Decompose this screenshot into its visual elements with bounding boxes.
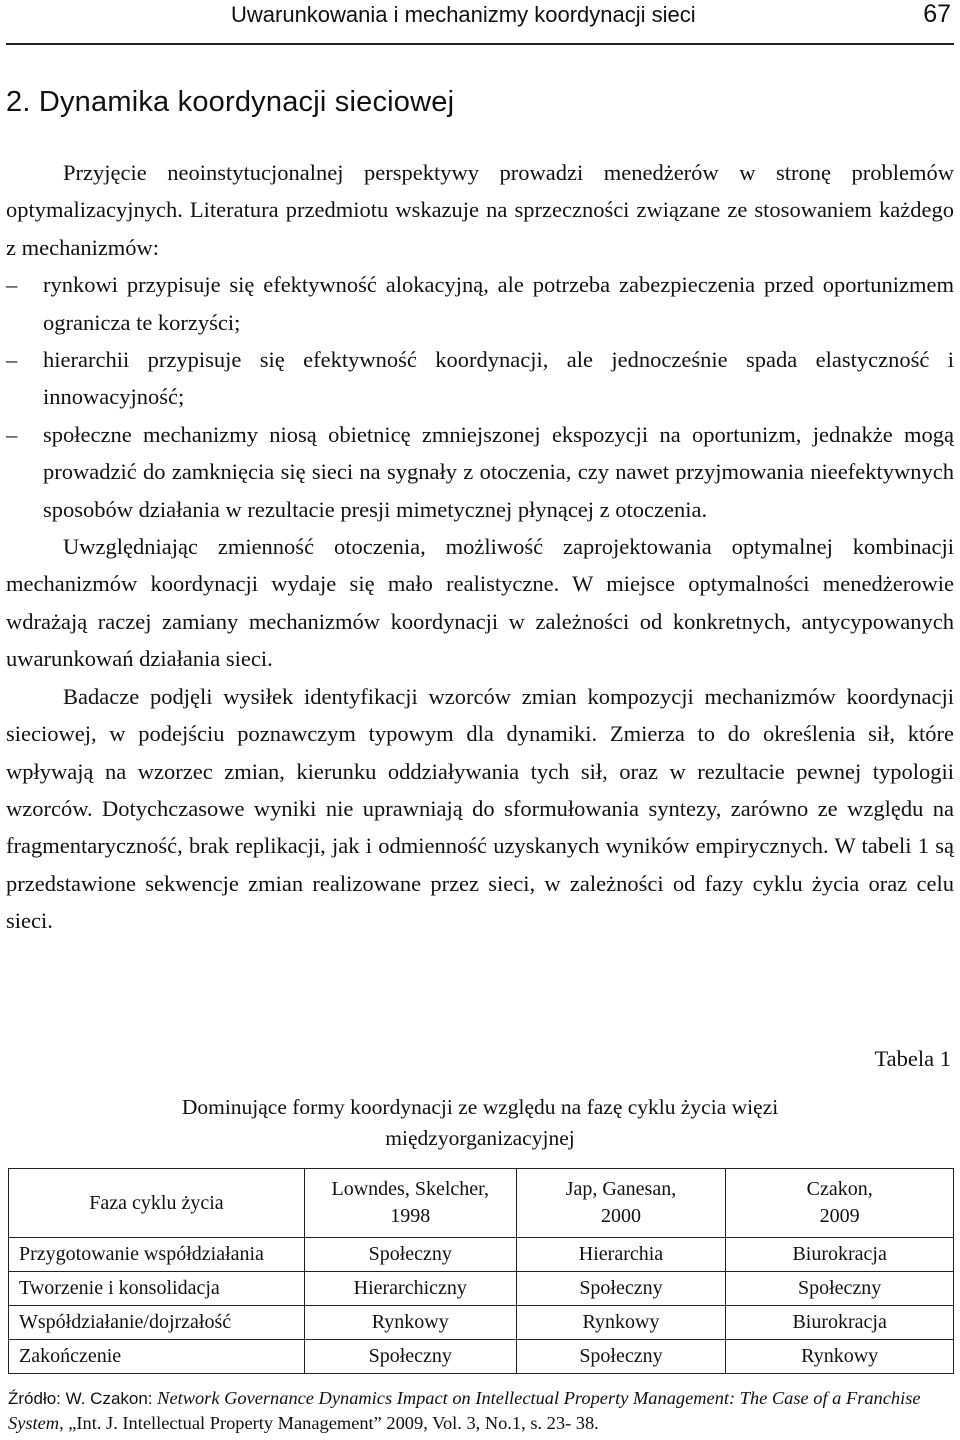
table-row xyxy=(9,1306,954,1340)
header-rule xyxy=(6,43,954,45)
column-header: Jap, Ganesan, 2000 xyxy=(516,1169,726,1238)
table-cell: Społeczny xyxy=(726,1272,954,1306)
running-title: Uwarunkowania i mechanizmy koordynacji sieci xyxy=(231,2,696,27)
source-note xyxy=(8,1386,956,1436)
table-cell: Rynkowy xyxy=(304,1306,516,1340)
table-cell: Przygotowanie współdziałania xyxy=(9,1238,305,1272)
table-header-row xyxy=(9,1169,954,1238)
column-header: Lowndes, Skelcher, 1998 xyxy=(304,1169,516,1238)
list-item: – społeczne mechanizmy niosą obietnicę zmniejszonej ekspozycji na oportunizm, jednakże mogą prowadzić do zamknięcia się sieci na sygnały z otoczenia, czy nawet przyjmowania nieefektywnych sposobów działania w rezultacie presji mimetycznej płynącej z otoczenia. xyxy=(6,416,954,528)
paragraph-3: Badacze podjęli wysiłek identyfikacji wzorców zmian kompozycji mechanizmów koordynacji sieciowej, w podejściu poznawczym typowym dla dynamiki. Zmierza to do określenia sił, które wpływają na wzorzec zmian, kierunku oddziaływania tych sił, oraz w rezultacie pewnej typologii wzorców. Dotychczasowe wyniki nie uprawniają do sformułowania syntezy, zarówno ze względu na fragmentaryczność, brak replikacji, jak i odmienność uzyskanych wyników empirycznych. W tabeli 1 są przedstawione sekwencje zmian realizowane przez sieci, w zależności od fazy cyklu życia oraz celu sieci. xyxy=(6,683,954,934)
coordination-table xyxy=(8,1168,954,1374)
paragraph-2: Uwzględniając zmienność otoczenia, możliwość zaprojektowania optymalnej kombinacji mechanizmów koordynacji wydaje się mało realistyczne. W miejsce optymalności menedżerowie wdrażają raczej zamiany mechanizmów koordynacji w zależności od konkretnych, antycypowanych uwarunkowań działania sieci. xyxy=(6,534,954,672)
table-cell: Hierarchiczny xyxy=(304,1272,516,1306)
running-header xyxy=(0,0,960,44)
section-title: 2. Dynamika koordynacji sieciowej xyxy=(6,86,455,118)
intro-paragraph: Przyjęcie neoinstytucjonalnej perspektywy prowadzi menedżerów w stronę problemów optymalizacyjnych. Literatura przedmiotu wskazuje na sprzeczności związane ze stosowaniem każdego z mechanizmów: xyxy=(6,160,954,260)
table-cell: Współdziałanie/dojrzałość xyxy=(9,1306,305,1340)
source-prefix: Źródło: W. Czakon: xyxy=(8,1389,153,1408)
table-cell: Rynkowy xyxy=(726,1340,954,1374)
table-cell: Społeczny xyxy=(304,1340,516,1374)
table-cell: Tworzenie i konsolidacja xyxy=(9,1272,305,1306)
table-cell: Zakończenie xyxy=(9,1340,305,1374)
table-cell: Biurokracja xyxy=(726,1238,954,1272)
source-title: Network Governance Dynamics Impact on Intellectual Property Management: The Case of a Franchise System xyxy=(8,1388,921,1433)
page-number: 67 xyxy=(923,0,951,28)
list-item: – hierarchii przypisuje się efektywność koordynacji, ale jednocześnie spada elastyczność i innowacyjność; xyxy=(6,341,954,416)
dash-list xyxy=(6,266,954,528)
table-row xyxy=(9,1340,954,1374)
table-label: Tabela 1 xyxy=(874,1046,951,1071)
table-cell: Biurokracja xyxy=(726,1306,954,1340)
table-cell: Społeczny xyxy=(304,1238,516,1272)
table-cell: Społeczny xyxy=(516,1340,726,1374)
source-details: , „Int. J. Intellectual Property Management” 2009, Vol. 3, No.1, s. 23- 38. xyxy=(59,1413,599,1433)
table-caption: Dominujące formy koordynacji ze względu na fazę cyklu życia więzi międzyorganizacyjnej xyxy=(181,1095,779,1150)
table-cell: Społeczny xyxy=(516,1272,726,1306)
table-cell: Rynkowy xyxy=(516,1306,726,1340)
table-row xyxy=(9,1238,954,1272)
column-header: Faza cyklu życia xyxy=(9,1169,305,1238)
table-row xyxy=(9,1272,954,1306)
body-text xyxy=(6,154,954,940)
column-header: Czakon, 2009 xyxy=(726,1169,954,1238)
list-item: – rynkowi przypisuje się efektywność alokacyjną, ale potrzeba zabezpieczenia przed oportunizmem ogranicza te korzyści; xyxy=(6,266,954,341)
table-cell: Hierarchia xyxy=(516,1238,726,1272)
